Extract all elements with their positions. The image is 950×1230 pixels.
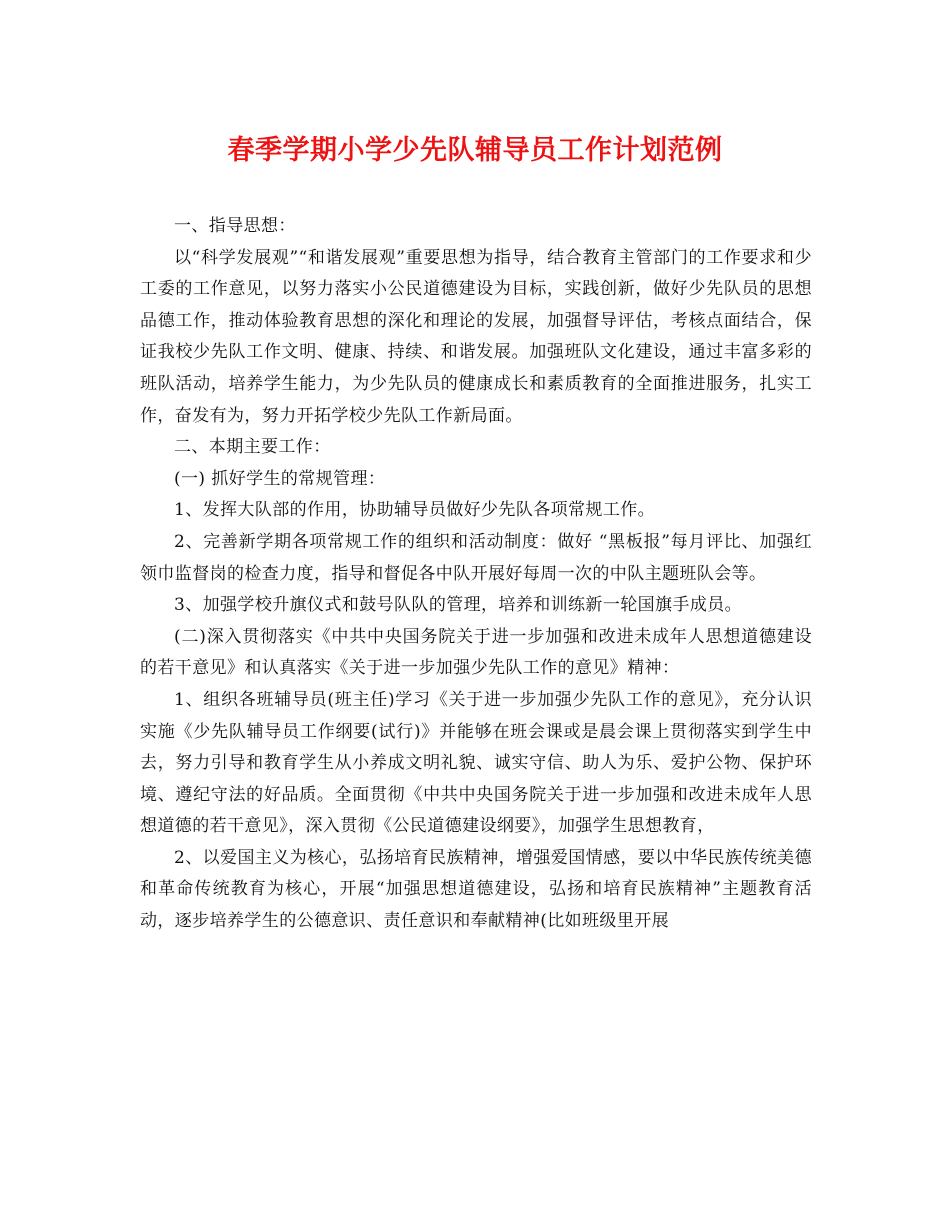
paragraph-guiding-ideology: 以“科学发展观”“和谐发展观”重要思想为指导，结合教育主管部门的工作要求和少工委的工作意见，以努力落实小公民道德建设为目标，实践创新，做好少先队员的思想品德工作，推动体验教育思想的深化和理论的发展，加强督导评估，考核点面结合，保证我校少先队工作文明、健康、持续、和谐发展。加强班队文化建设，通过丰富多彩的班队活动，培养学生能力，为少先队员的健康成长和素质教育的全面推进服务，扎实工作，奋发有为，努力开拓学校少先队工作新局面。 [140,247,812,426]
list-item-1b: 1、组织各班辅导员(班主任)学习《关于进一步加强少先队工作的意见》，充分认识实施《少先队辅导员工作纲要(试行)》并能够在班会课或是晨会课上贯彻落实到学生中去，努力引导和教育学生从小养成文明礼貌、诚实守信、助人为乐、爱护公物、保护环境、遵纪守法的好品质。全面贯彻《中共中央国务院关于进一步加强和改进未成年人思想道德的若干意见》，深入贯彻《公民道德建设纲要》，加强学生思想教育， [140,689,812,837]
section-heading-main-work: 二、本期主要工作： [174,437,331,458]
list-item-2: 2、完善新学期各项常规工作的组织和活动制度：做好 “黑板报”每月评比、加强红领巾监督岗的检查力度，指导和督促各中队开展好每周一次的中队主题班队会等。 [140,531,812,584]
list-item-2b: 2、以爱国主义为核心，弘扬培育民族精神，增强爱国情感，要以中华民族传统美德和革命传统教育为核心，开展“加强思想道德建设，弘扬和培育民族精神”主题教育活动，逐步培养学生的公德意识、责任意识和奉献精神(比如班级里开展 [140,847,812,932]
document-title: 春季学期小学少先队辅导员工作计划范例 [227,135,723,166]
subsection-heading-implementation: (二)深入贯彻落实《中共中央国务院关于进一步加强和改进未成年人思想道德建设的若干意见》和认真落实《关于进一步加强少先队工作的意见》精神： [140,626,812,679]
section-heading-guiding-ideology: 一、指导思想： [174,216,296,236]
list-item-3: 3、加强学校升旗仪式和鼓号队队的管理，培养和训练新一轮国旗手成员。 [174,595,743,616]
subsection-heading-routine-management: (一) 抓好学生的常规管理： [174,468,386,489]
list-item-1: 1、发挥大队部的作用，协助辅导员做好少先队各项常规工作。 [174,500,656,521]
document-body [140,211,812,938]
